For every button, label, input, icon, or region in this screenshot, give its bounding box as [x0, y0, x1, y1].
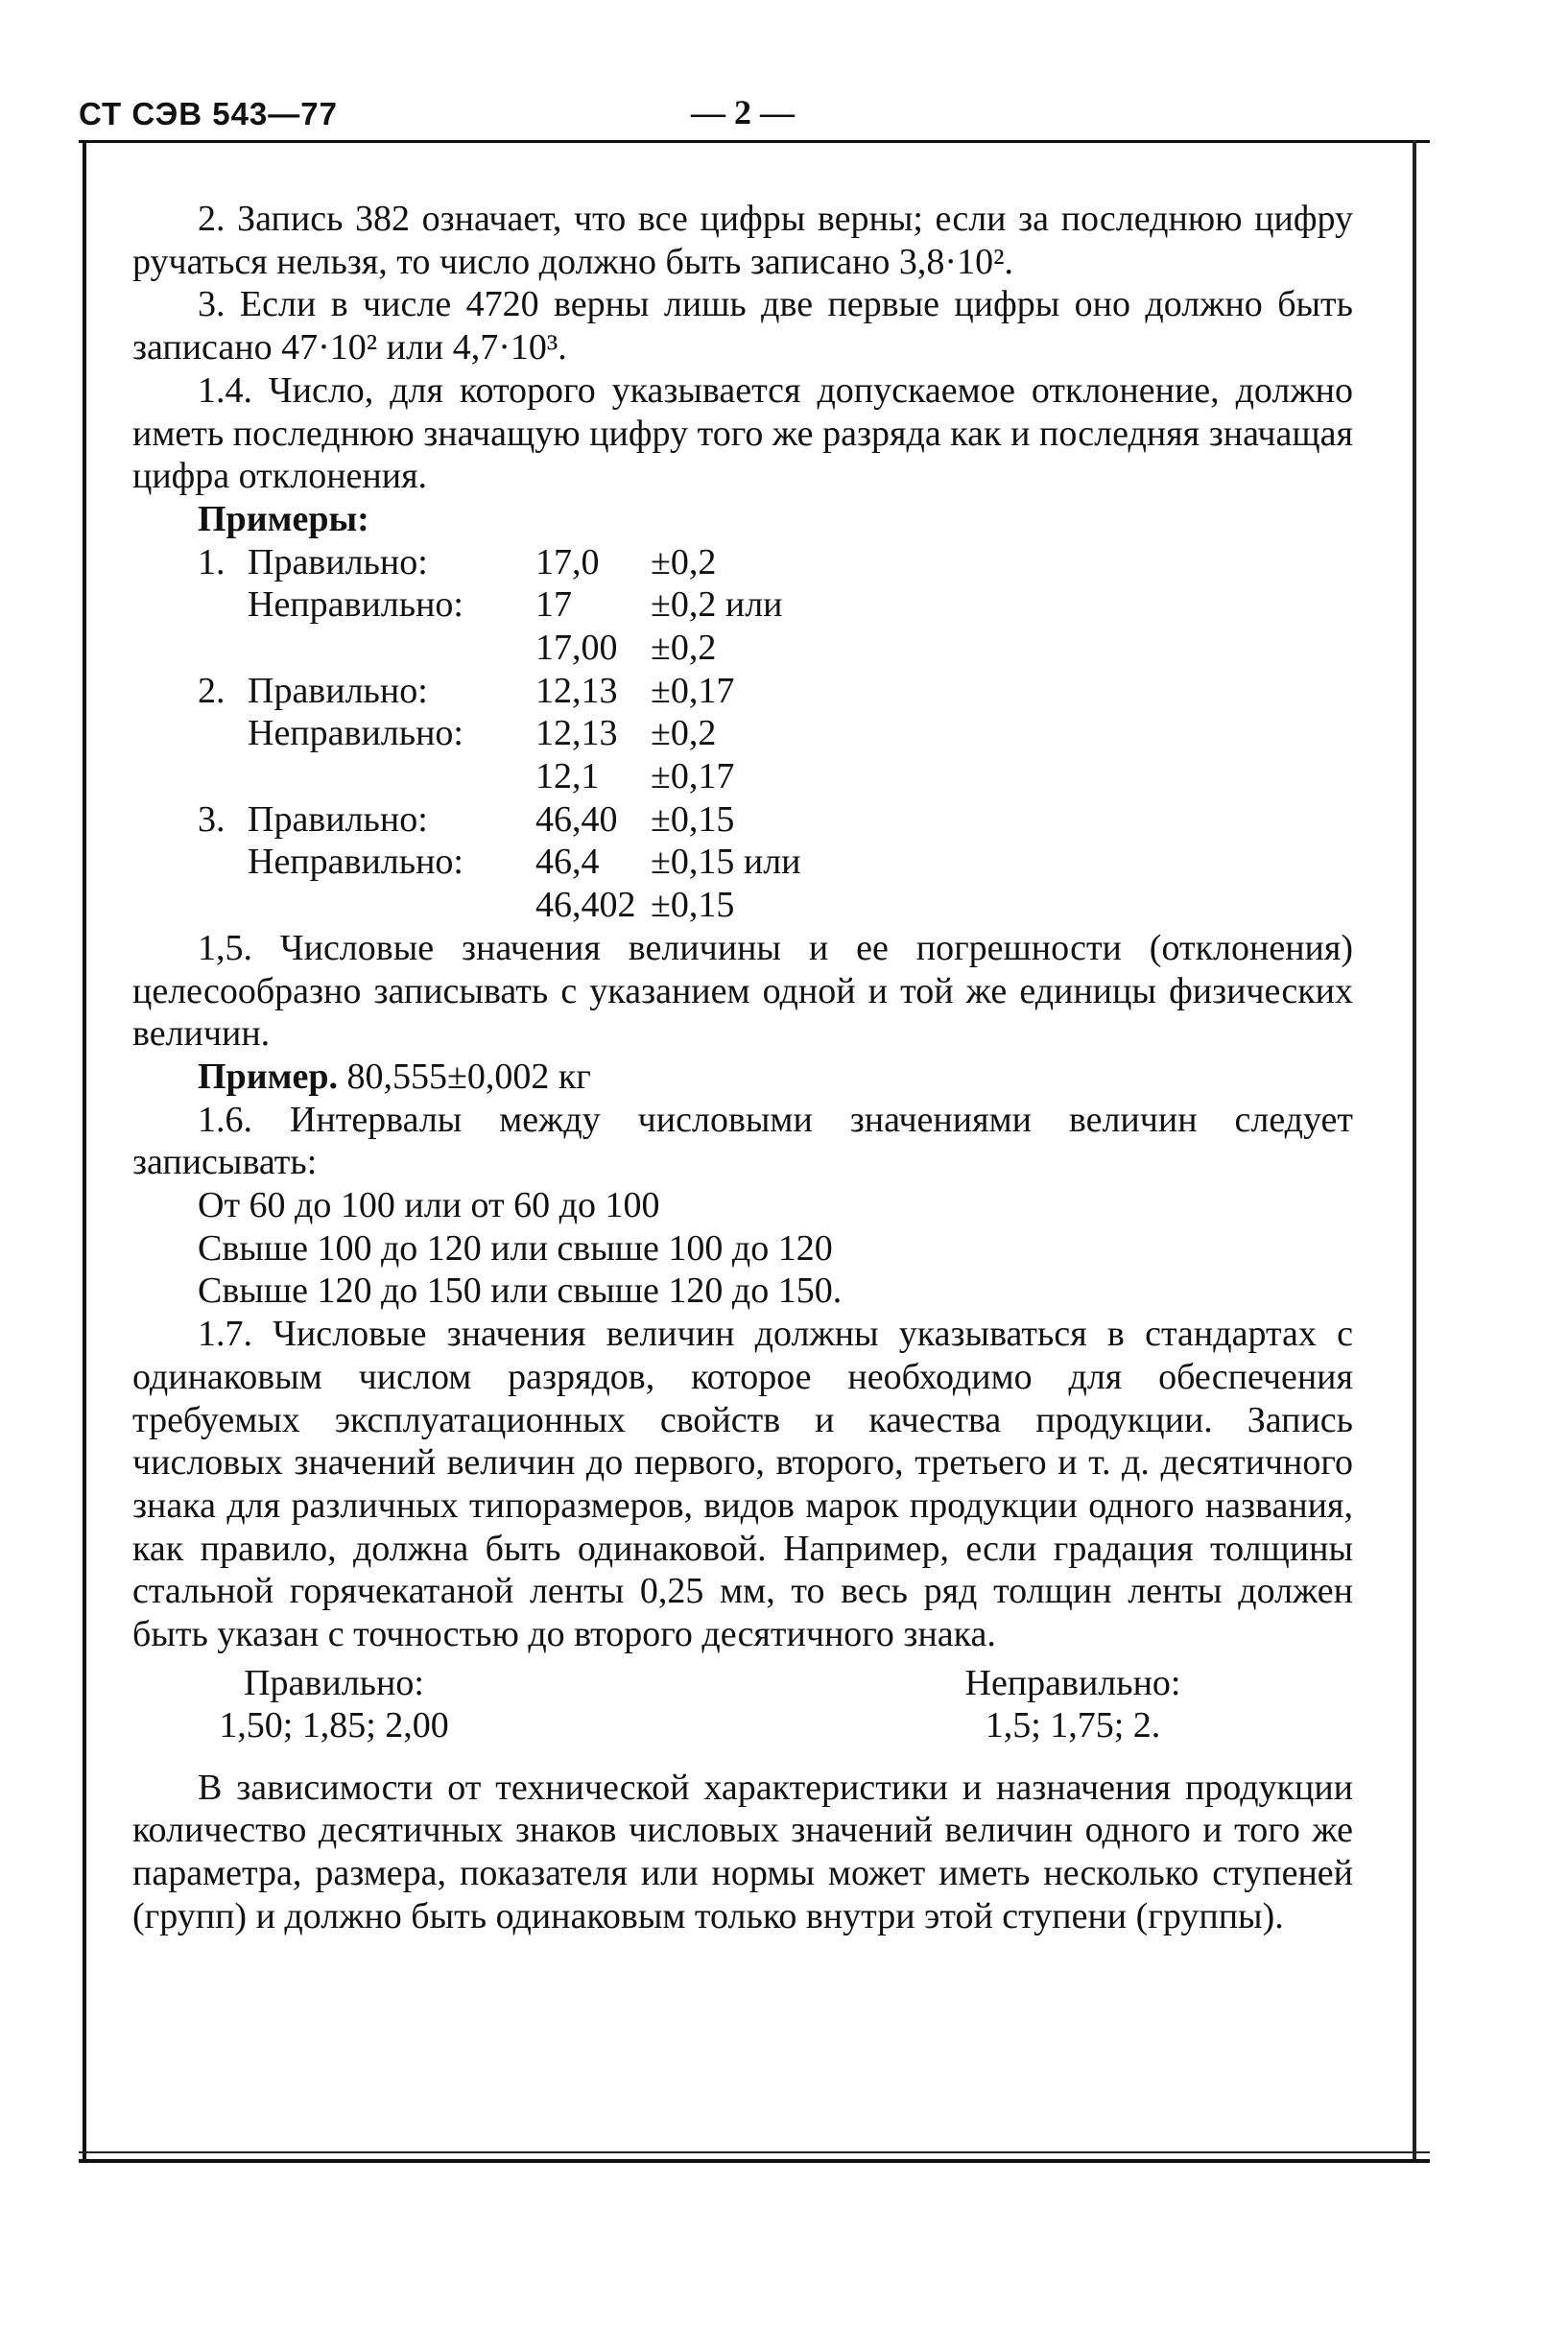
bottom-rule-thick	[79, 2159, 1430, 2163]
example-value: 46,40	[535, 798, 618, 840]
example-value: 46,4	[535, 842, 600, 883]
interval-line: Свыше 100 до 120 или свыше 100 до 120	[198, 1227, 833, 1269]
example-value: 80,555±0,002 кг	[346, 1056, 591, 1097]
example-deviation: ±0,2	[651, 541, 717, 582]
example-deviation: ±0,2 или	[651, 584, 783, 626]
example-deviation: ±0,15	[651, 885, 735, 926]
example-label: Неправильно:	[248, 713, 463, 754]
example-deviation: ±0,17	[651, 756, 735, 797]
page-number: — 2 —	[691, 93, 795, 131]
paragraph: В зависимости от технической характеристики и назначения продукции количество десятичных знаков числовых значений величин одного и того же параметра, размера, показателя или нормы может иметь несколько ступеней (групп) и должно быть одинаковым только внутри этой ступени (группы).	[132, 1767, 1353, 1936]
example-value: 17,0	[535, 541, 600, 582]
wrong-label: Неправильно:	[964, 1662, 1181, 1703]
example-label: Неправильно:	[248, 584, 463, 626]
example-value: 12,13	[535, 713, 618, 754]
example-deviation: ±0,2	[651, 628, 717, 668]
paragraph: 3. Если в числе 4720 верны лишь две первые цифры оно должно быть записано 47·10² или 4,7·10³.	[132, 284, 1353, 368]
frame-left	[83, 140, 86, 2163]
example-value: 46,402	[535, 885, 636, 926]
example-number: 3.	[198, 798, 226, 840]
example-value: 12,13	[535, 670, 618, 711]
example-deviation: ±0,15	[651, 798, 735, 840]
examples-list	[132, 541, 1353, 927]
example-deviation: ±0,2	[651, 713, 717, 754]
example-number: 1.	[198, 541, 226, 582]
interval-line: Свыше 120 до 150 или свыше 120 до 150.	[198, 1270, 843, 1312]
example-row	[132, 627, 1353, 670]
example-row	[132, 712, 1353, 755]
example-value: 12,1	[535, 756, 600, 797]
example-heading: Пример.	[198, 1056, 338, 1097]
example-value: 17,00	[535, 628, 618, 668]
interval-line: От 60 до 100 или от 60 до 100	[198, 1185, 660, 1226]
correct-values: 1,50; 1,85; 2,00	[219, 1705, 449, 1746]
doc-code: СТ СЭВ 543—77	[79, 96, 338, 131]
example-row	[132, 583, 1353, 627]
comparison-block	[132, 1662, 1353, 1753]
examples-heading: Примеры:	[198, 498, 369, 539]
example-row	[132, 541, 1353, 584]
example-value: 17	[535, 584, 572, 626]
paragraph: 1.4. Число, для которого указывается допускаемое отклонение, должно иметь последнюю значащую цифру того же разряда как и последняя значащая цифра отклонения.	[132, 369, 1353, 497]
example-label: Правильно:	[248, 798, 428, 840]
paragraph: 2. Запись 382 означает, что все цифры верны; если за последнюю цифру ручаться нельзя, то число должно быть записано 3,8·10².	[132, 199, 1353, 282]
paragraph: 1,5. Числовые значения величины и ее погрешности (отклонения) целесообразно записывать с указанием одной и той же единицы физических величин.	[132, 927, 1353, 1055]
paragraph: 1.6. Интервалы между числовыми значениями величин следует записывать:	[132, 1099, 1353, 1183]
example-row	[132, 841, 1353, 884]
example-row	[132, 755, 1353, 798]
example-label: Неправильно:	[248, 842, 463, 883]
example-row	[132, 884, 1353, 927]
example-row	[132, 798, 1353, 842]
example-deviation: ±0,15 или	[651, 842, 801, 883]
frame-right	[1413, 140, 1416, 2163]
bottom-rule-thin	[79, 2151, 1430, 2153]
example-label: Правильно:	[248, 670, 428, 711]
top-rule	[79, 140, 1430, 143]
page-body	[132, 198, 1353, 1938]
paragraph: 1.7. Числовые значения величин должны указываться в стандартах с одинаковым числом разрядов, которое необходимо для обеспечения требуемых эксплуатационных свойств и качества продукции. Запись числовых значений величин до первого, второго, третьего и т. д. десятичного знака для различных типоразмеров, видов марок продукции одного названия, как правило, должна быть одинаковой. Например, если градация толщины стальной горячекатаной ленты 0,25 мм, то весь ряд толщин ленты должен быть указан с точностью до второго десятичного знака.	[132, 1314, 1353, 1655]
example-line	[132, 1056, 1353, 1099]
example-deviation: ±0,17	[651, 670, 735, 711]
example-row	[132, 670, 1353, 713]
example-label: Правильно:	[248, 541, 428, 582]
wrong-column	[871, 1662, 1274, 1747]
example-number: 2.	[198, 670, 226, 711]
correct-column	[132, 1662, 535, 1747]
wrong-values: 1,5; 1,75; 2.	[985, 1705, 1161, 1746]
correct-label: Правильно:	[244, 1662, 424, 1703]
